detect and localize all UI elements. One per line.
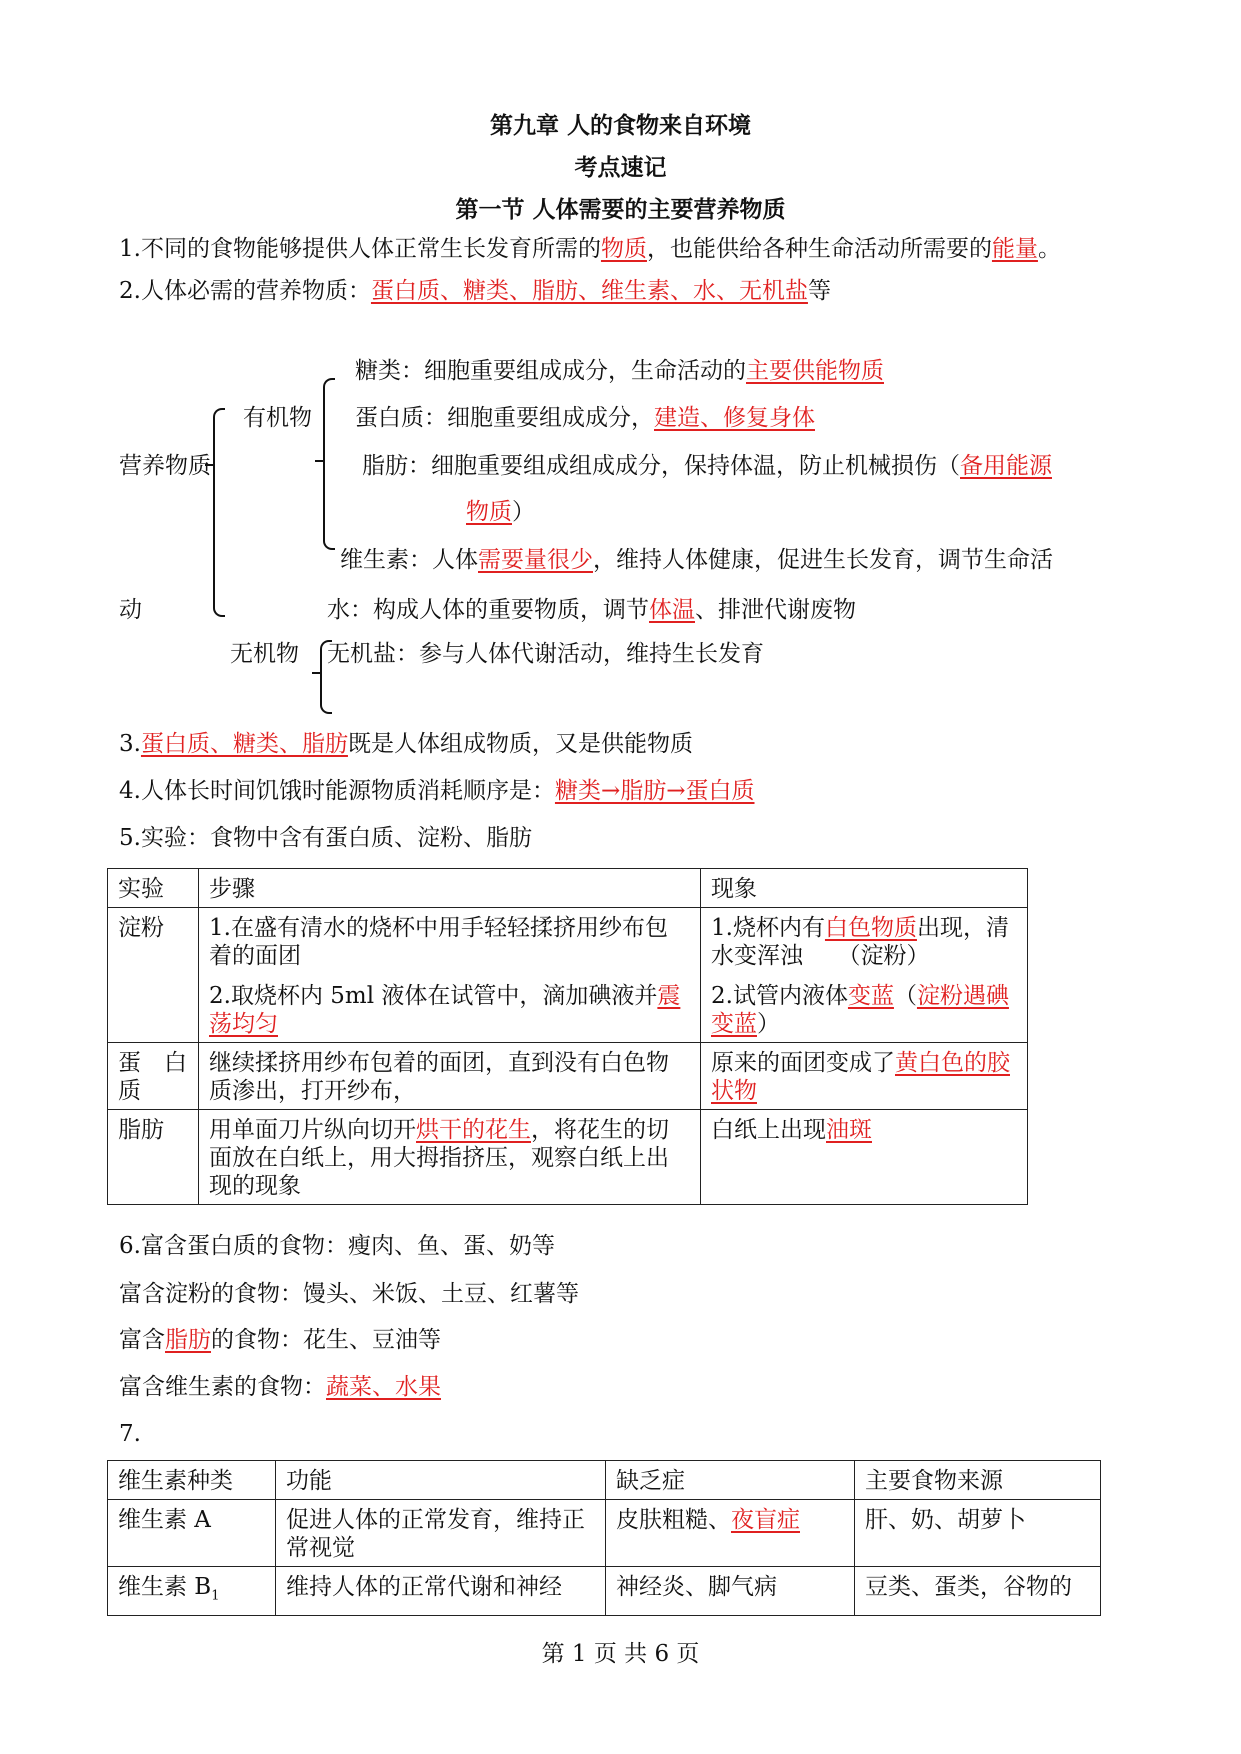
paragraph-3 [119,730,693,759]
header-cell: 实验 [108,869,199,908]
p3-key: 蛋白质、糖类、脂肪 [140,731,348,757]
protein-label-cell: 蛋 白质 [108,1043,199,1110]
vitamin-a-function: 促进人体的正常发育，维持正常视觉 [276,1500,606,1567]
protein-res-key: 黄白色的胶状物 [711,1050,1010,1104]
p3-num: 3. [119,731,141,757]
table-row [108,1043,1028,1110]
vitamin-a-name: 维生素 A [108,1500,276,1567]
root-tail: 动 [119,597,142,623]
starch-step-1: 1.在盛有清水的烧杯中用手轻轻揉挤用纱布包着的面团 [209,915,668,969]
paragraph-6b: 富含淀粉的食物：馒头、米饭、土豆、红薯等 [119,1281,579,1307]
header-cell: 维生素种类 [108,1461,276,1500]
fat-key: 备用能源 [960,453,1052,479]
root-label: 营养物质 [119,453,211,479]
p6d-key: 蔬菜、水果 [326,1374,441,1400]
page-footer: 第 1 页 共 6 页 [541,1641,700,1667]
table-row [108,908,1028,1043]
fat-step-text: 用单面刀片纵向切开 [209,1117,416,1143]
water-text-2: 、排泄代谢废物 [695,597,856,623]
p1-text-2: ，也能供给各种生命活动所需要的 [646,236,992,262]
p1-key-substance: 物质 [600,236,647,262]
fat-line [362,452,1052,481]
p4-key: 糖类→脂肪→蛋白质 [554,778,755,804]
p6c-text: 富含 [119,1327,165,1353]
protein-line [355,404,815,433]
fat-step-key: 烘干的花生 [416,1117,531,1143]
fat-line-2 [466,498,535,527]
paragraph-5: 5.实验：食物中含有蛋白质、淀粉、脂肪 [119,825,532,851]
vitamin-a-def-key: 夜盲症 [731,1507,800,1533]
protein-step-cell: 继续揉挤用纱布包着的面团，直到没有白色物质渗出，打开纱布， [199,1043,701,1110]
starch-res2-key-2: 淀粉遇碘变蓝 [711,983,1009,1037]
vitamin-b1-name [108,1567,276,1616]
fat-step-text-2: ，将花生的切面放在白纸上，用大拇指挤压，观察白纸上出现的现象 [209,1117,669,1199]
fat-text: 脂肪：细胞重要组成组成成分，保持体温，防止机械损伤（ [362,453,960,479]
vitamin-b1-source: 豆类、蛋类，谷物的 [855,1567,1101,1616]
starch-steps-cell [199,908,701,1043]
protein-result-cell [701,1043,1028,1110]
p2-key-nutrients: 蛋白质、糖类、脂肪、维生素、水、无机盐 [370,278,808,304]
starch-res2-text: 2.试管内液体 [711,983,848,1009]
header-cell: 缺乏症 [606,1461,855,1500]
p1-end: 。 [1037,236,1061,262]
table-row [108,869,1028,908]
starch-step-2 [209,982,690,1038]
header-cell: 步骤 [199,869,701,908]
organic-bracket-tip [315,460,324,462]
p1-key-energy: 能量 [991,236,1038,262]
starch-res1-text: 1.烧杯内有 [711,915,825,941]
fat-key-2: 物质 [466,499,512,525]
inorganic-bracket-tip [312,672,321,674]
paragraph-6c [119,1326,441,1355]
paragraph-1 [119,235,1061,264]
vitamin-text-2: ，维持人体健康，促进生长发育，调节生命活 [593,547,1053,573]
table-row [108,1110,1028,1205]
vitamin-b1-subscript: 1 [211,1588,220,1604]
fat-label-cell: 脂肪 [108,1110,199,1205]
section-title: 第一节 人体需要的主要营养物质 [455,196,786,223]
starch-result-cell [701,908,1028,1043]
table-row [108,1461,1101,1500]
p6c-text-2: 的食物：花生、豆油等 [211,1327,441,1353]
vitamin-b1-text: 维生素 B [118,1574,212,1600]
p4-text: 4.人体长时间饥饿时能源物质消耗顺序是： [119,778,555,804]
protein-res-text: 原来的面团变成了 [711,1050,895,1076]
sugar-key: 主要供能物质 [746,358,884,384]
vitamin-table [107,1460,1101,1616]
vitamin-b1-function: 维持人体的正常代谢和神经 [276,1567,606,1616]
experiment-table [107,868,1028,1205]
paragraph-6: 6.富含蛋白质的食物：瘦肉、鱼、蛋、奶等 [119,1233,555,1259]
vitamin-text: 维生素：人体 [340,547,478,573]
sugar-text: 糖类：细胞重要组成成分，生命活动的 [355,358,746,384]
paragraph-6d [119,1373,441,1402]
table-row [108,1500,1101,1567]
p2-end: 等 [807,278,831,304]
paragraph-4 [119,777,755,806]
vitamin-a-deficiency [606,1500,855,1567]
paragraph-7: 7. [119,1421,141,1447]
starch-res2-key: 变蓝 [847,983,894,1009]
chapter-title: 第九章 人的食物来自环境 [489,112,751,139]
salt-line: 无机盐：参与人体代谢活动，维持生长发育 [327,641,764,667]
vitamin-a-def-text: 皮肤粗糙、 [616,1507,731,1533]
p3-text: 既是人体组成物质，又是供能物质 [347,731,693,757]
inorganic-label: 无机物 [230,641,299,667]
p6c-key: 脂肪 [165,1327,211,1353]
starch-res2-paren-close: ） [757,1011,780,1037]
water-text: 水：构成人体的重要物质，调节 [327,597,649,623]
paragraph-2 [119,277,831,306]
sugar-line [355,357,884,386]
starch-res1-key: 白色物质 [824,915,917,941]
protein-text: 蛋白质：细胞重要组成成分， [355,405,654,431]
root-bracket [213,408,225,617]
organic-bracket [323,378,335,550]
p1-text: 1.不同的食物能够提供人体正常生长发育所需的 [119,236,601,262]
fat-result-cell [701,1110,1028,1205]
starch-result-2 [711,982,1017,1038]
fat-res-text: 白纸上出现 [711,1117,826,1143]
table-row [108,1567,1101,1616]
starch-res2-paren: （ [893,983,917,1009]
fat-res-key: 油斑 [826,1117,872,1143]
header-cell: 功能 [276,1461,606,1500]
subtitle: 考点速记 [574,154,667,181]
header-cell: 现象 [701,869,1028,908]
vitamin-key: 需要量很少 [478,547,593,573]
starch-step-2-text: 2.取烧杯内 5ml 液体在试管中，滴加碘液并 [209,983,658,1009]
fat-step-cell [199,1110,701,1205]
starch-step-2-key: 震荡均匀 [209,983,681,1037]
water-line [327,596,856,625]
fat-end: ） [512,499,535,525]
p2-text: 2.人体必需的营养物质： [119,278,371,304]
p6d-text: 富含维生素的食物： [119,1374,326,1400]
protein-key: 建造、修复身体 [654,405,815,431]
vitamin-a-source: 肝、奶、胡萝卜 [855,1500,1101,1567]
vitamin-line [340,546,1053,575]
starch-result-1 [711,914,1017,970]
vitamin-b1-deficiency: 神经炎、脚气病 [606,1567,855,1616]
starch-label-cell: 淀粉 [108,908,199,1043]
header-cell: 主要食物来源 [855,1461,1101,1500]
starch-res1-text-2: 出现，清水变浑浊 （淀粉） [711,915,1009,969]
water-key: 体温 [649,597,695,623]
organic-label: 有机物 [243,405,312,431]
